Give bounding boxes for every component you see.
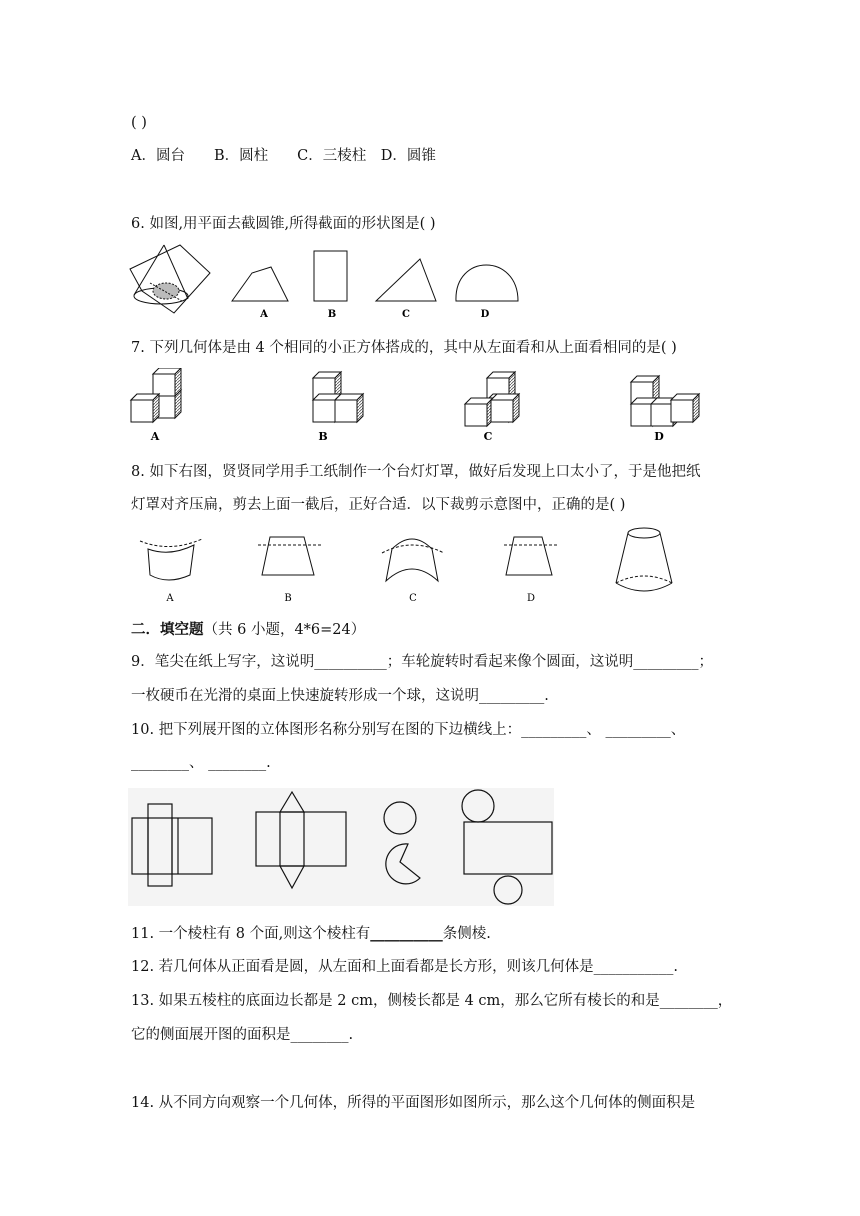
q6-figure bbox=[128, 243, 528, 323]
q8-label-c: C bbox=[409, 593, 417, 604]
section2-title: 二．填空题 bbox=[131, 621, 204, 638]
q8-lampshade-top bbox=[628, 528, 660, 538]
q11-blank: __________ bbox=[370, 925, 443, 942]
q6-label-a: A bbox=[260, 309, 268, 320]
q7-option-c-cubes bbox=[465, 372, 519, 426]
q8-label-a: A bbox=[166, 593, 174, 604]
q6-label-c: C bbox=[402, 309, 410, 320]
q13-line1: 13. 如果五棱柱的底面边长都是 2 cm，侧棱长都是 4 cm，那么它所有棱长的和是________， bbox=[131, 993, 733, 1009]
q6-shape-a bbox=[232, 267, 288, 301]
q8-line1: 8. 如下右图，贤贤同学用手工纸制作一个台灯灯罩，做好后发现上口太小了，于是他把纸 bbox=[131, 464, 701, 480]
q11-text bbox=[131, 924, 491, 944]
q7-option-d-cubes bbox=[631, 376, 699, 426]
q8-shape-a bbox=[148, 545, 194, 580]
q6-shape-b bbox=[314, 251, 347, 301]
q7-option-a-cubes bbox=[131, 368, 181, 422]
q9-line1: 9．笔尖在纸上写字，这说明__________；车轮旋转时看起来像个圆面，这说明_________； bbox=[131, 654, 713, 670]
q6-label-d: D bbox=[480, 309, 490, 320]
q12-text: 12. 若几何体从正面看是圆，从左面和上面看都是长方形，则该几何体是___________. bbox=[131, 959, 679, 975]
q7-label-d: D bbox=[654, 430, 664, 443]
q5-options: A．圆台 B．圆柱 C．三棱柱 D．圆锥 bbox=[131, 148, 436, 164]
q7-label-b: B bbox=[318, 430, 328, 443]
q6-text: 6. 如图,用平面去截圆锥,所得截面的形状图是( ) bbox=[131, 216, 436, 232]
q13-line2: 它的侧面展开图的面积是________. bbox=[131, 1027, 354, 1043]
q10-nets-figure bbox=[128, 788, 554, 906]
q6-shape-d bbox=[456, 265, 518, 301]
q8-figure bbox=[128, 523, 688, 605]
q7-option-b-cubes bbox=[313, 372, 363, 422]
q10-line1: 10. 把下列展开图的立体图形名称分别写在图的下边横线上：_________、 _________、 bbox=[131, 722, 686, 738]
q7-label-a: A bbox=[150, 430, 160, 443]
q5-paren: ( ) bbox=[131, 115, 147, 131]
q8-label-d: D bbox=[526, 593, 536, 604]
q6-shape-c bbox=[376, 259, 436, 301]
q7-figure bbox=[125, 368, 705, 444]
section2-heading bbox=[131, 620, 365, 640]
q14-text: 14. 从不同方向观察一个几何体，所得的平面图形如图所示，那么这个几何体的侧面积是 bbox=[131, 1095, 696, 1111]
section2-note: （共 6 小题，4*6=24） bbox=[203, 622, 366, 638]
q7-text: 7. 下列几何体是由 4 个相同的小正方体搭成的，其中从左面看和从上面看相同的是( ) bbox=[131, 340, 677, 356]
q10-line2: ________、 ________. bbox=[131, 755, 271, 771]
q11-before: 11. 一个棱柱有 8 个面,则这个棱柱有 bbox=[131, 926, 371, 942]
q8-line2: 灯罩对齐压扁，剪去上面一截后，正好合适．以下裁剪示意图中，正确的是( ) bbox=[131, 497, 626, 513]
q9-line2: 一枚硬币在光滑的桌面上快速旋转形成一个球，这说明_________. bbox=[131, 688, 549, 704]
q8-label-b: B bbox=[284, 593, 292, 604]
q6-cone-figure bbox=[130, 245, 210, 313]
q8-shape-d bbox=[506, 537, 552, 575]
q6-label-b: B bbox=[327, 309, 337, 320]
q11-after: 条侧棱. bbox=[442, 926, 491, 942]
q8-shape-b bbox=[262, 537, 314, 575]
q7-label-c: C bbox=[483, 430, 493, 443]
